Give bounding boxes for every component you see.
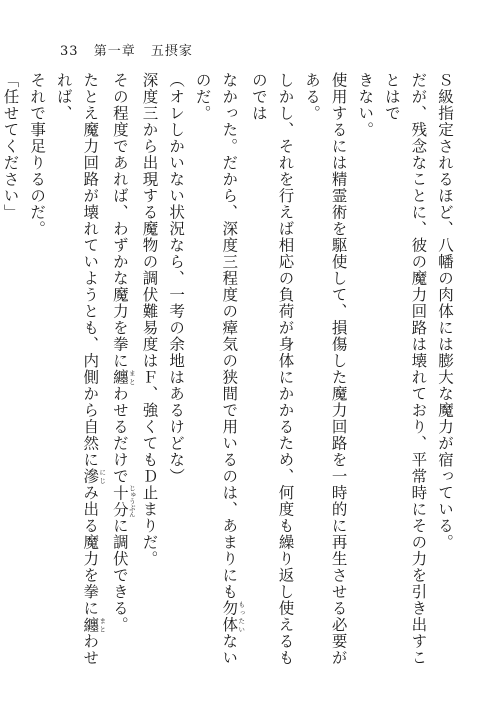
text-line: Ｓ級指定されるほど、八幡の肉体には膨大な魔力が宿っている。: [436, 72, 454, 551]
text-line: 深度三から出現する魔物の調伏難易度はＦ、強くてもＤ止まりだ。: [140, 72, 159, 567]
page-number: 33: [60, 44, 79, 59]
text-line-matowa: その程度であれば、わずかな魔力を拳に纏 まとわせるだけで十分 じゅうぶんに調伏できる。: [110, 72, 136, 633]
text-line: 使用するには精霊術を駆使して、損傷した魔力回路を一時的に再生させる必要がある。: [303, 72, 348, 666]
text-line: 「任せてください」: [1, 72, 20, 221]
text-line-nijimi: たとえ魔力回路が壊れていようとも、内側から自然に滲 にじみ出る魔力を拳に纏 まとわせれば、: [54, 72, 107, 666]
text-line: （オレしかいない状況なら、一考の余地はあるけどな）: [167, 72, 186, 485]
page-body: [1, 72, 458, 672]
furigana-ruby: 十分 じゅうぶん: [110, 484, 136, 518]
furigana-ruby: 勿体 もったい: [220, 600, 246, 633]
text-line: だが、残念なことに、彼の魔力回路は壊れており、平常時にその力を引き出すことはで: [382, 72, 428, 666]
text-line-mottainai: なかった。だから、深度三程度の瘴気の狭間で用いるのは、あまりにも勿体 もったいないのだ。: [193, 72, 246, 666]
furigana-ruby: 纏 まと: [110, 369, 136, 386]
furigana-ruby: 滲 にじ: [81, 468, 107, 485]
chapter-label: 第一章: [93, 44, 136, 59]
chapter-title: 五摂家: [150, 44, 193, 59]
text-line: しかし、それを行えば相応の負荷が身体にかかるため、何度も繰り返し使えるものでは: [249, 72, 295, 666]
text-line: きない。: [356, 72, 375, 138]
furigana-ruby: 纏 まと: [81, 616, 107, 633]
text-line: それで事足りるのだ。: [28, 72, 47, 237]
running-header: [60, 40, 193, 59]
